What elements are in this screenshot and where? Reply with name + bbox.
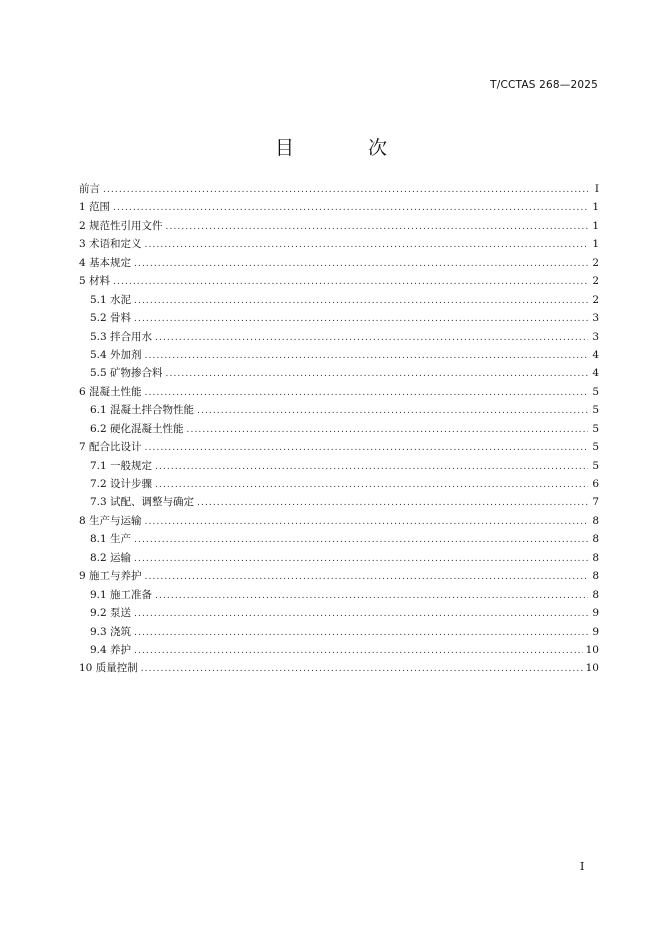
- toc-entry-page: 5: [592, 422, 599, 435]
- toc-entry[interactable]: [79, 660, 599, 678]
- toc-entry[interactable]: [79, 642, 599, 660]
- page-number: I: [580, 860, 585, 873]
- toc-entry-page: 2: [592, 275, 599, 288]
- toc-entry[interactable]: [79, 292, 599, 310]
- toc-entry[interactable]: [79, 550, 599, 568]
- toc-entry-page: 3: [592, 330, 599, 343]
- document-code: T/CCTAS 268—2025: [490, 79, 598, 91]
- toc-leader-dots: [155, 333, 588, 343]
- toc-entry-page: 4: [592, 367, 599, 380]
- toc-entry-label: 10 质量控制: [79, 662, 138, 675]
- toc-leader-dots: [155, 591, 588, 601]
- toc-entry-label: 7.2 设计步骤: [90, 478, 153, 490]
- toc-entry-label: 6 混凝土性能: [79, 385, 142, 398]
- toc-entry-label: 9 施工与养护: [79, 570, 142, 583]
- toc-entry-label: 5 材料: [79, 275, 111, 288]
- toc-entry-label: 5.2 骨料: [90, 312, 132, 325]
- toc-leader-dots: [113, 203, 588, 213]
- toc-leader-dots: [134, 554, 588, 564]
- toc-leader-dots: [134, 646, 583, 656]
- toc-leader-dots: [166, 222, 588, 232]
- toc-entry-page: 1: [592, 201, 599, 214]
- toc-leader-dots: [134, 314, 588, 324]
- toc-entry[interactable]: [79, 494, 599, 512]
- toc-leader-dots: [187, 425, 588, 435]
- toc-entry-label: 9.4 养护: [90, 643, 132, 656]
- toc-entry[interactable]: [79, 587, 599, 605]
- toc-entry-page: 8: [592, 551, 599, 564]
- toc-leader-dots: [134, 609, 588, 619]
- toc-leader-dots: [134, 628, 588, 638]
- toc-entry-label: 9.2 泵送: [90, 607, 132, 620]
- toc-entry-page: 9: [592, 607, 599, 620]
- toc-entry-label: 5.3 拌合用水: [90, 330, 153, 343]
- toc-entry-page: 9: [592, 625, 599, 638]
- toc-entry[interactable]: [79, 273, 599, 291]
- toc-entry[interactable]: [79, 439, 599, 457]
- toc-entry-label: 2 规范性引用文件: [79, 219, 163, 232]
- toc-entry[interactable]: [79, 329, 599, 347]
- toc-leader-dots: [197, 406, 588, 416]
- toc-entry-page: 5: [592, 404, 599, 417]
- toc-entry-page: 4: [592, 348, 599, 361]
- toc-entry[interactable]: [79, 347, 599, 365]
- toc-entry[interactable]: [79, 605, 599, 623]
- toc-entry[interactable]: [79, 531, 599, 549]
- toc-entry[interactable]: [79, 255, 599, 273]
- toc-leader-dots: [141, 664, 583, 674]
- toc-entry[interactable]: [79, 365, 599, 383]
- toc-leader-dots: [145, 351, 588, 361]
- toc-entry[interactable]: [79, 181, 599, 199]
- toc-entry-page: 5: [592, 385, 599, 398]
- toc-entry[interactable]: [79, 458, 599, 476]
- toc-entry-page: I: [594, 183, 599, 195]
- toc-leader-dots: [103, 185, 588, 195]
- toc-leader-dots: [145, 443, 588, 453]
- toc-leader-dots: [166, 369, 588, 379]
- toc-entry[interactable]: [79, 513, 599, 531]
- toc-entry-label: 5.5 矿物掺合料: [90, 367, 163, 380]
- toc-leader-dots: [145, 388, 588, 398]
- toc-leader-dots: [145, 240, 588, 250]
- toc-leader-dots: [134, 535, 588, 545]
- toc-entry-page: 5: [592, 459, 599, 472]
- toc-entry-page: 6: [592, 478, 599, 490]
- toc-entry[interactable]: [79, 310, 599, 328]
- toc-entry-label: 5.4 外加剂: [90, 348, 142, 361]
- toc-entry-label: 9.3 浇筑: [90, 625, 132, 638]
- table-of-contents: [79, 181, 599, 679]
- toc-entry-page: 1: [592, 238, 599, 251]
- toc-entry-page: 2: [592, 293, 599, 306]
- toc-entry-label: 7.3 试配、调整与确定: [90, 496, 195, 509]
- toc-entry-page: 8: [592, 533, 599, 546]
- toc-entry-page: 2: [592, 256, 599, 269]
- toc-leader-dots: [134, 259, 588, 269]
- toc-leader-dots: [145, 572, 588, 582]
- toc-entry-label: 6.1 混凝土拌合物性能: [90, 404, 195, 417]
- toc-entry-page: 3: [592, 312, 599, 325]
- toc-leader-dots: [155, 480, 588, 490]
- toc-entry-label: 7.1 一般规定: [90, 459, 153, 472]
- toc-title: 目 次: [274, 137, 422, 159]
- toc-entry[interactable]: [79, 384, 599, 402]
- toc-entry-label: 6.2 硬化混凝土性能: [90, 422, 184, 435]
- toc-entry-label: 8.2 运输: [90, 551, 132, 564]
- toc-leader-dots: [155, 462, 588, 472]
- toc-entry[interactable]: [79, 199, 599, 217]
- toc-entry-page: 5: [592, 441, 599, 454]
- toc-leader-dots: [134, 296, 588, 306]
- toc-entry-label: 3 术语和定义: [79, 238, 142, 251]
- toc-entry-page: 10: [585, 643, 599, 656]
- toc-entry[interactable]: [79, 236, 599, 254]
- toc-leader-dots: [197, 498, 588, 508]
- toc-entry[interactable]: [79, 402, 599, 420]
- toc-entry-label: 8.1 生产: [90, 533, 132, 546]
- toc-leader-dots: [145, 517, 588, 527]
- toc-entry-page: 8: [592, 588, 599, 601]
- toc-entry[interactable]: [79, 421, 599, 439]
- toc-entry-page: 10: [585, 662, 599, 675]
- toc-entry[interactable]: [79, 568, 599, 586]
- toc-entry[interactable]: [79, 218, 599, 236]
- toc-entry[interactable]: [79, 476, 599, 494]
- toc-entry-page: 8: [592, 570, 599, 583]
- toc-entry-label: 前言: [79, 183, 100, 195]
- toc-entry[interactable]: [79, 624, 599, 642]
- toc-entry-label: 1 范围: [79, 201, 111, 214]
- toc-entry-label: 4 基本规定: [79, 256, 132, 269]
- toc-entry-label: 7 配合比设计: [79, 441, 142, 454]
- toc-entry-label: 9.1 施工准备: [90, 588, 153, 601]
- toc-entry-label: 5.1 水泥: [90, 293, 132, 306]
- toc-leader-dots: [113, 277, 588, 287]
- toc-entry-page: 7: [592, 496, 599, 509]
- toc-entry-page: 8: [592, 514, 599, 527]
- toc-entry-page: 1: [592, 219, 599, 232]
- toc-entry-label: 8 生产与运输: [79, 514, 142, 527]
